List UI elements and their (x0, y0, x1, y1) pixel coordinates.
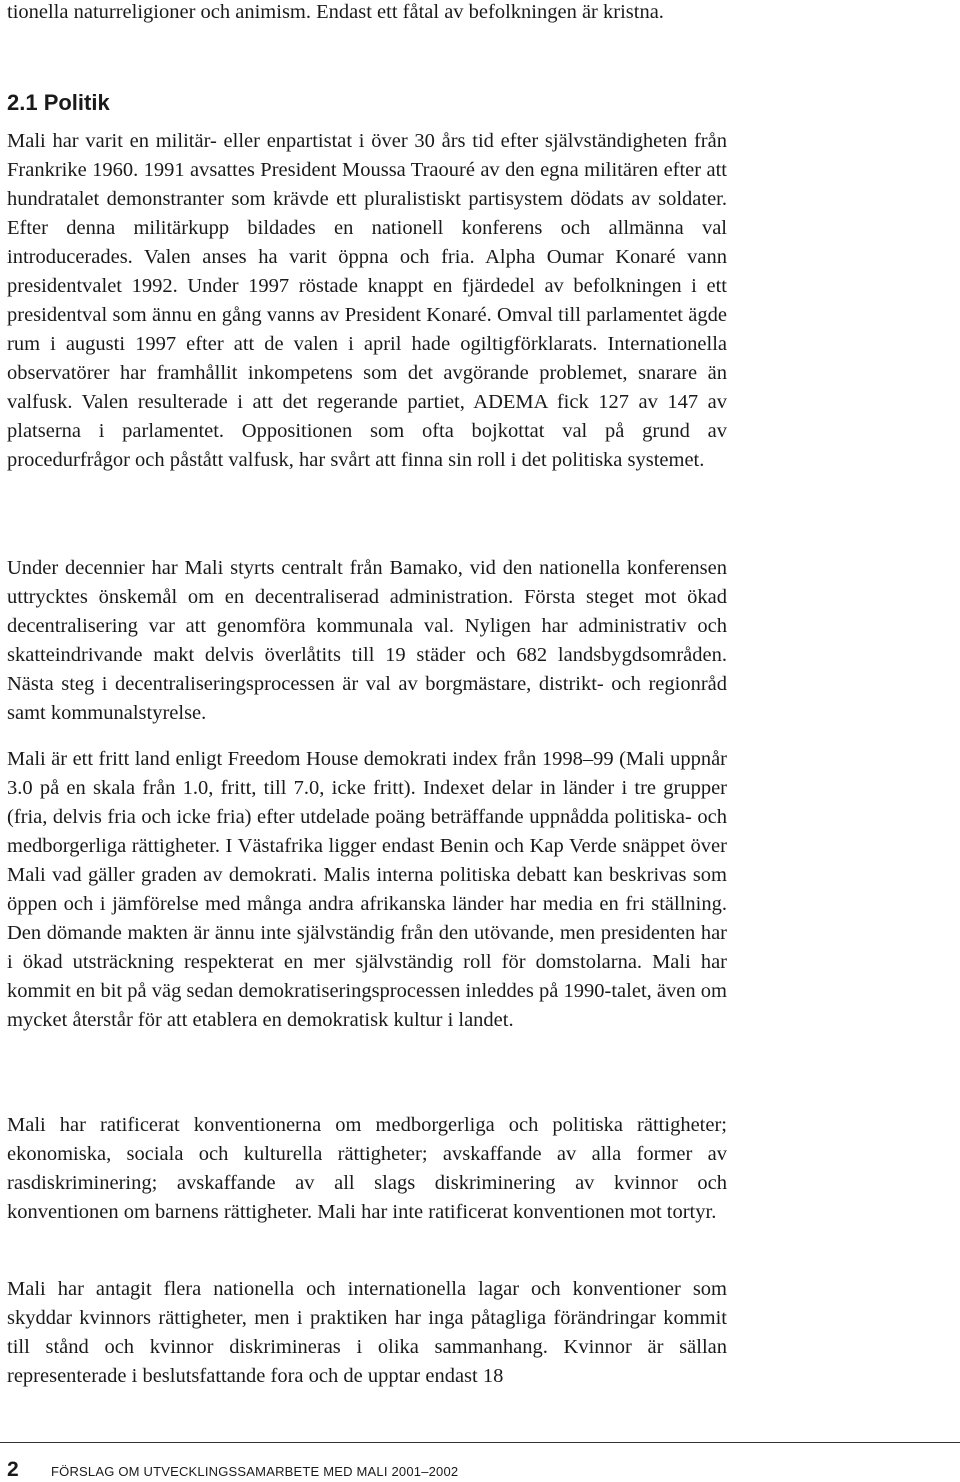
running-title: FÖRSLAG OM UTVECKLINGSSAMARBETE MED MALI 2001–2002 (51, 1464, 459, 1479)
paragraph-conventions: Mali har ratificerat konventionerna om medborgerliga och politiska rättigheter; ekonomiska, sociala och kulturella rättigheter; avskaffande av alla former av rasdiskriminering; avskaffande av all slags diskriminering av kvinnor och konventionen om barnens rättigheter. Mali har inte ratificerat konventionen mot tortyr. (7, 1114, 727, 1223)
paragraph-decentralisation: Under decennier har Mali styrts centralt från Bamako, vid den nationella konferensen uttrycktes önskemål om en decentraliserad administration. Första steget mot ökad decentralisering var att genomföra kommunala val. Nyligen har administrativ och skatteindrivande makt delvis överlåtits till 19 städer och 682 landsbygdsområden. Nästa steg i decentraliseringsprocessen är val av borgmästare, distrikt- och regionråd samt kommunalstyrelse. (7, 557, 727, 724)
page-footer (7, 1458, 458, 1482)
footer-divider (0, 1442, 960, 1443)
paragraph-womens-rights: Mali har antagit flera nationella och internationella lagar och konventioner som skyddar kvinnors rättigheter, men i praktiken har inga påtagliga förändringar kommit till stånd och kvinnor diskrimineras i olika sammanhang. Kvinnor är sällan representerade i beslutsfattande fora och de upptar endast 18 (7, 1278, 727, 1387)
paragraph-politics-history: Mali har varit en militär- eller enpartistat i över 30 års tid efter självständigheten från Frankrike 1960. 1991 avsattes President Moussa Traouré av den egna militären efter att hundratalet demonstranter som krävde ett pluralistiskt partisystem dödats av soldater. Efter denna militärkupp bildades en nationell konferens och allmänna val introducerades. Valen anses ha varit öppna och fria. Alpha Oumar Konaré vann presidentvalet 1992. Under 1997 röstade knappt en fjärdedel av befolkningen i ett presidentval som ännu en gång vanns av President Konaré. Omval till parlamentet ägde rum i augusti 1997 efter att de valen i april hade ogiltigförklarats. Internationella observatörer har framhållit inkompetens som det avgörande problemet, snarare än valfusk. Valen resulterade i att det regerande partiet, ADEMA fick 127 av 147 av platserna i parlamentet. Oppositionen som ofta bojkottat val på grund av procedurfrågor och påstått valfusk, har svårt att finna sin roll i det politiska systemet. (7, 130, 727, 471)
paragraph-freedom-house: Mali är ett fritt land enligt Freedom House demokrati index från 1998–99 (Mali uppnår 3.0 på en skala från 1.0, fritt, till 7.0, icke fritt). Indexet delar in länder i tre grupper (fria, delvis fria och icke fria) efter utdelade poäng beträffande uppnådda politiska- och medborgerliga rättigheter. I Västafrika ligger endast Benin och Kap Verde snäppet över Mali vad gäller graden av demokrati. Malis interna politiska debatt kan beskrivas som öppen och i jämförelse med många andra afrikanska länder har media en fri ställning. Den dömande makten är ännu inte självständig från den utövande, men presidenten har i ökad utsträckning respekterat en mer självständig roll för domstolarna. Mali har kommit en bit på väg sedan demokratiseringsprocessen inleddes på 1990-talet, även om mycket återstår för att etablera en demokratisk kultur i landet. (7, 748, 727, 1031)
section-heading: 2.1 Politik (7, 90, 110, 115)
page-number: 2 (7, 1458, 19, 1481)
intro-paragraph: tionella naturreligioner och animism. Endast ett fåtal av befolkningen är kristna. (7, 1, 664, 23)
